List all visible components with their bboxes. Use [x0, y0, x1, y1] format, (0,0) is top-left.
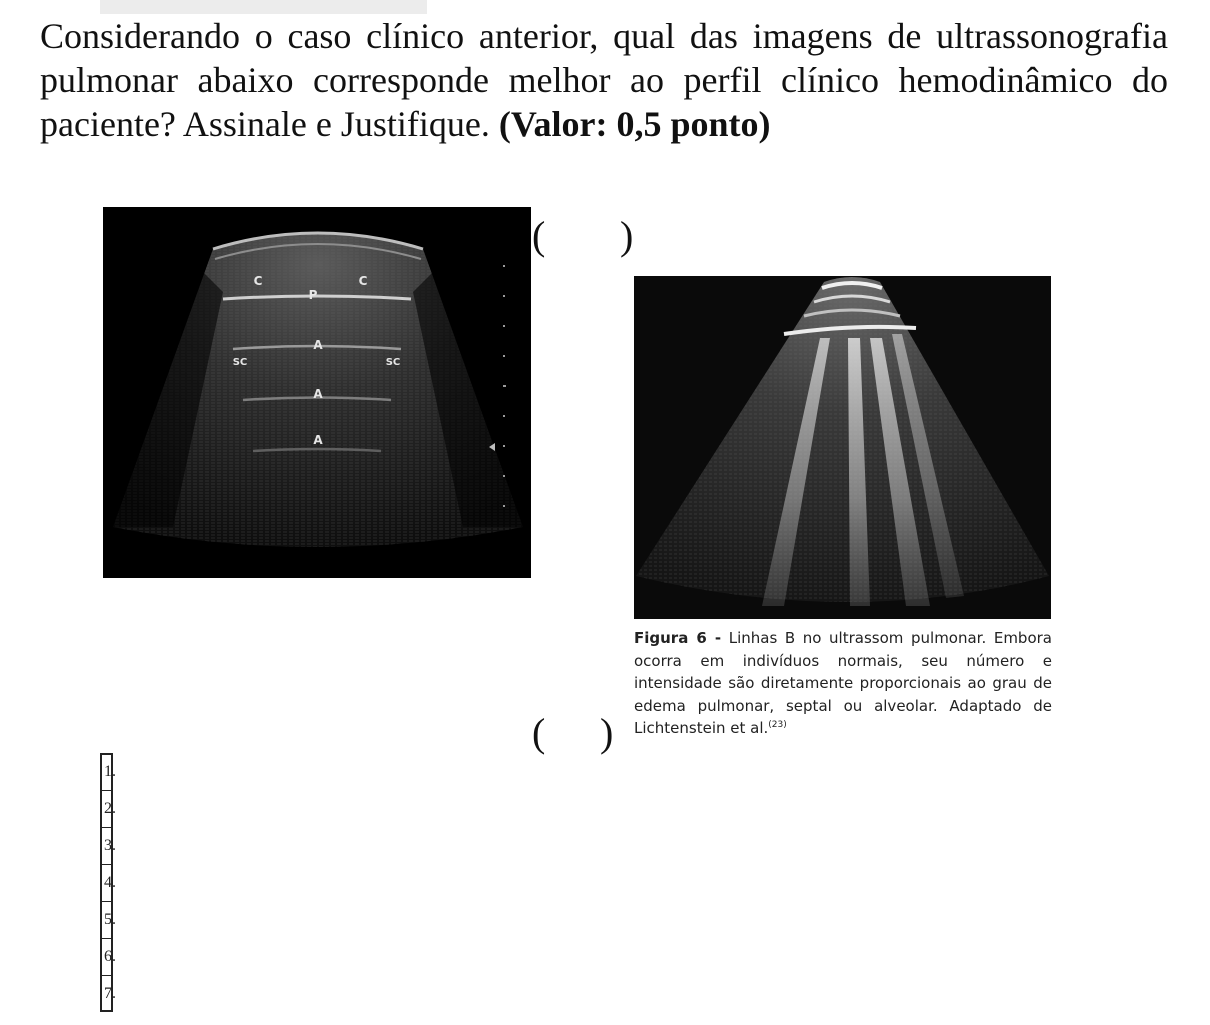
checkbox-a-open-paren[interactable]: ( — [532, 213, 546, 258]
answer-number: 3. — [104, 837, 116, 854]
figure-caption-text: Linhas B no ultrassom pulmonar. Embora ocorra em indivíduos normais, seu número e intensidade são diretamente proporcionais ao grau de edema pulmonar, septal ou alveolar. Adaptado de Lichtenstein et al. — [634, 629, 1052, 737]
answer-line-6[interactable] — [104, 938, 116, 975]
answer-line-7[interactable] — [104, 975, 116, 1012]
ultrasound-image-a-lines — [103, 207, 531, 578]
answer-number: 6. — [104, 948, 116, 965]
answer-number: 1. — [104, 763, 116, 780]
answer-number: 5. — [104, 911, 116, 928]
checkbox-b-close-paren[interactable]: ) — [600, 710, 614, 755]
question-body: Considerando o caso clínico anterior, qual das imagens de ultrassonografia pulmonar abaixo corresponde melhor ao perfil clínico hemodinâmico do paciente? Assinale e Justifique. — [40, 16, 1168, 144]
answer-number: 7. — [104, 985, 116, 1002]
figure-label: Figura 6 - — [634, 629, 722, 647]
label-a-3: A — [313, 433, 323, 447]
label-c-left: C — [253, 274, 263, 288]
label-sc-left: SC — [232, 357, 248, 368]
question-text — [40, 14, 1168, 146]
figure-reference: (23) — [768, 720, 787, 730]
answer-line-3[interactable] — [104, 827, 116, 864]
checkbox-b-open-paren[interactable]: ( — [532, 710, 546, 755]
label-c-right: C — [358, 274, 368, 288]
label-p: P — [308, 288, 318, 302]
answer-number: 2. — [104, 800, 116, 817]
answer-number: 4. — [104, 874, 116, 891]
top-gray-bar — [100, 0, 427, 14]
answer-line-2[interactable] — [104, 790, 116, 827]
label-a-1: A — [313, 338, 323, 352]
ultrasound-image-b-lines — [634, 276, 1051, 619]
answer-line-4[interactable] — [104, 864, 116, 901]
question-value: (Valor: 0,5 ponto) — [498, 104, 771, 144]
label-a-2: A — [313, 387, 323, 401]
checkbox-a-close-paren[interactable]: ) — [620, 213, 634, 258]
answer-line-1[interactable] — [104, 753, 116, 790]
answer-line-5[interactable] — [104, 901, 116, 938]
figure-caption — [634, 627, 1052, 740]
label-sc-right: SC — [385, 357, 401, 368]
